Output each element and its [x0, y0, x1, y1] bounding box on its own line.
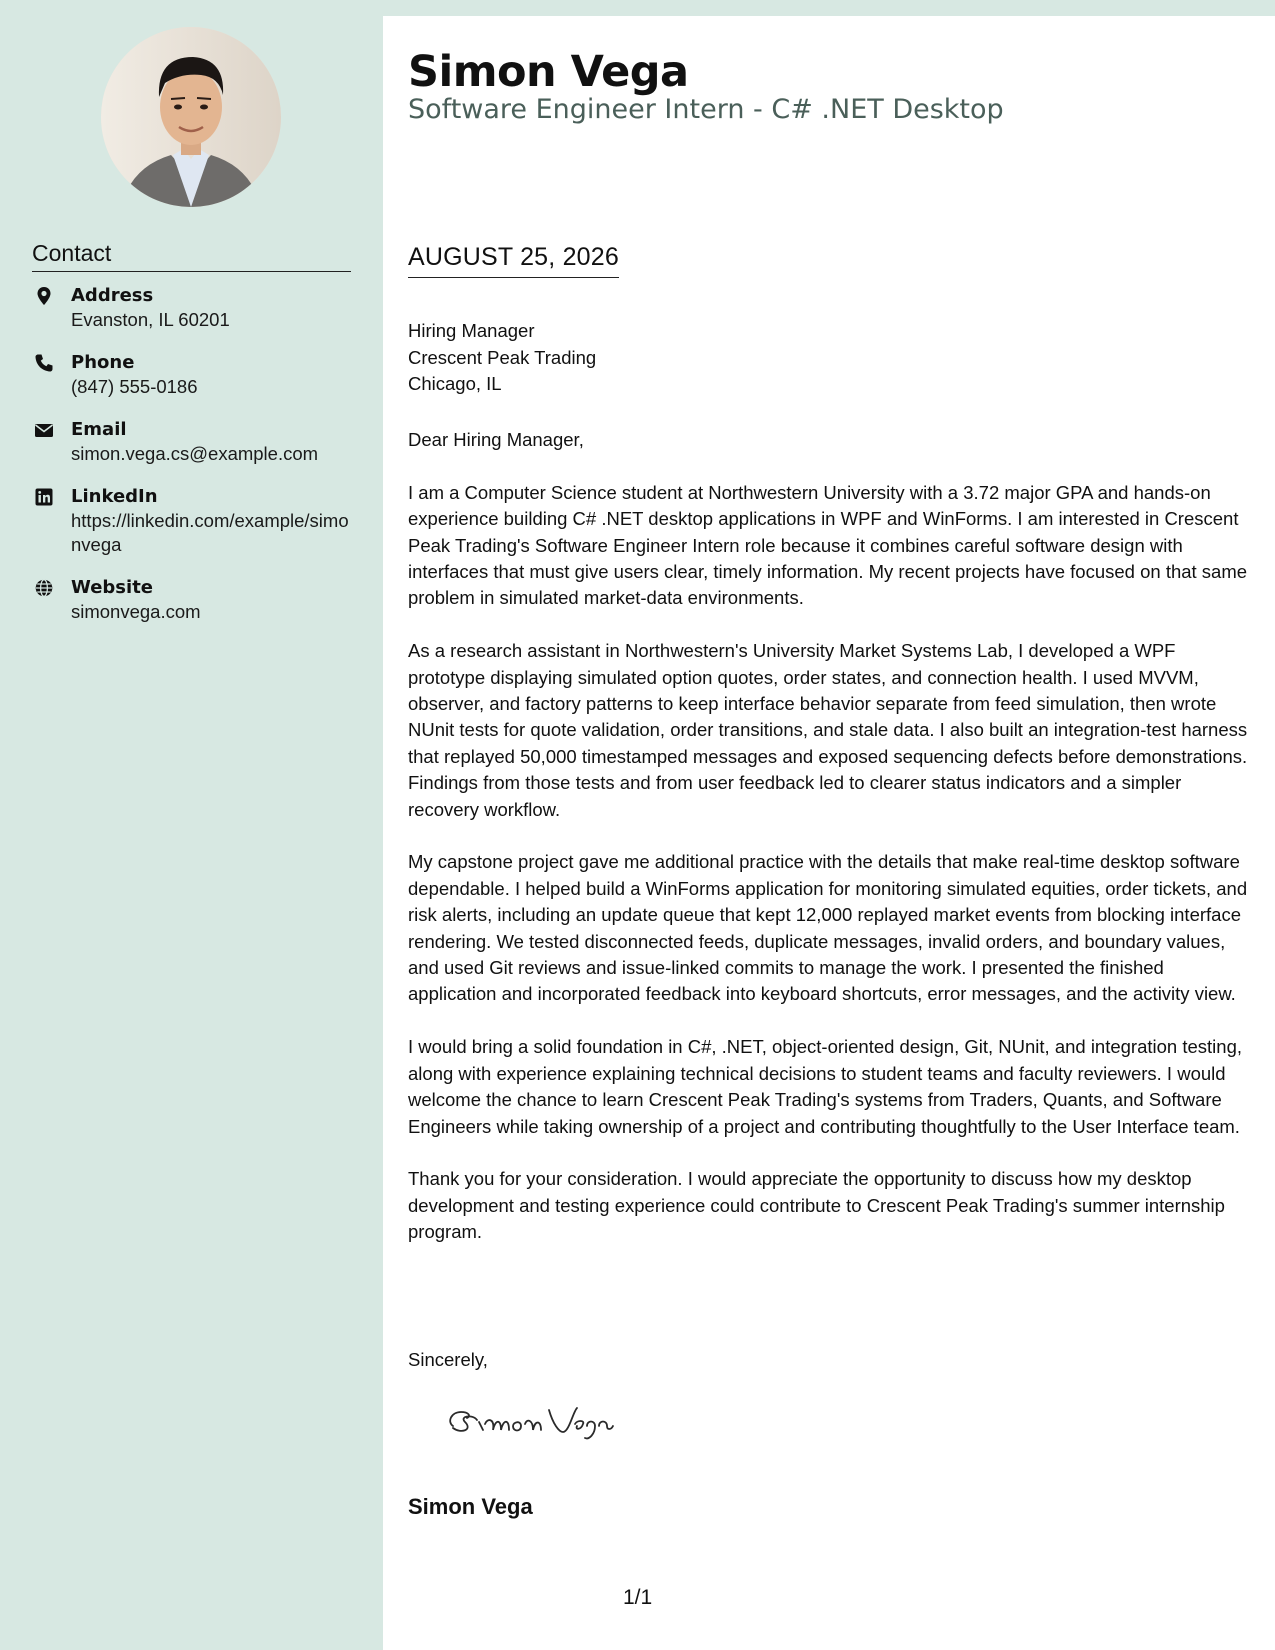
letter-date: AUGUST 25, 2026 [408, 243, 619, 278]
letter-body [408, 427, 1253, 1272]
map-pin-icon [34, 286, 54, 306]
letter-main [383, 16, 1275, 1650]
sidebar [0, 0, 383, 1650]
portrait-image [101, 27, 281, 207]
signed-name: Simon Vega [408, 1494, 533, 1519]
linkedin-icon [34, 487, 54, 507]
contact-item-website [32, 576, 352, 624]
contact-label: Address [71, 285, 154, 306]
contact-value: (847) 555-0186 [71, 376, 198, 397]
recipient-line: Hiring Manager [408, 320, 535, 341]
profile-photo [101, 27, 281, 207]
closing: Sincerely, [408, 1349, 488, 1370]
applicant-name: Simon Vega [408, 47, 689, 97]
envelope-icon [34, 420, 54, 440]
salutation: Dear Hiring Manager, [408, 429, 584, 450]
contact-item-phone [32, 351, 352, 399]
linkedin-link[interactable]: https://linkedin.com/example/simonvega [71, 510, 349, 555]
website-link[interactable]: simonvega.com [71, 601, 201, 622]
contact-heading: Contact [32, 240, 351, 272]
recipient-line: Chicago, IL [408, 373, 502, 394]
contact-label: Phone [71, 352, 135, 373]
body-paragraph: As a research assistant in Northwestern's University Market Systems Lab, I developed a WPF prototype displaying simulated option quotes, order states, and connection health. I used MVVM, observer, and factory patterns to keep interface behavior separate from feed simulation, then wrote NUnit tests for quote validation, order transitions, and stale data. I also built an integration-test harness that replayed 50,000 timestamped messages and exposed sequencing defects before demonstrations. Findings from those tests and from user feedback led to clearer status indicators and a simpler recovery workflow. [408, 640, 1248, 820]
body-paragraph: I would bring a solid foundation in C#, .NET, object-oriented design, Git, NUnit, and integration testing, along with experience explaining technical decisions to student teams and faculty reviewers. I would welcome the chance to learn Crescent Peak Trading's systems from Traders, Quants, and Software Engineers while taking ownership of a project and contributing thoughtfully to the User Interface team. [408, 1036, 1242, 1137]
contact-value: simon.vega.cs@example.com [71, 443, 319, 464]
phone-icon [34, 353, 54, 373]
body-paragraph: My capstone project gave me additional practice with the details that make real-time desktop software dependable. I helped build a WinForms application for monitoring simulated equities, order tickets, and risk alerts, including an update queue that kept 12,000 replayed market events from blocking interface rendering. We tested disconnected feeds, duplicate messages, invalid orders, and boundary values, and used Git reviews and issue-linked commits to manage the work. I presented the finished application and incorporated feedback into keyboard shortcuts, error messages, and the activity view. [408, 851, 1248, 1005]
recipient-block [408, 318, 1228, 398]
contact-list [32, 284, 352, 643]
job-title: Software Engineer Intern - C# .NET Desktop [408, 94, 1004, 125]
handwritten-signature [443, 1388, 643, 1448]
contact-item-email [32, 418, 352, 466]
body-paragraph: Thank you for your consideration. I would appreciate the opportunity to discuss how my desktop development and testing experience could contribute to Crescent Peak Trading's summer internship program. [408, 1168, 1225, 1243]
contact-label: Website [71, 577, 154, 598]
page-number: 1/1 [623, 1586, 653, 1609]
contact-value: Evanston, IL 60201 [71, 309, 230, 330]
contact-item-address [32, 284, 352, 332]
globe-icon [34, 578, 54, 598]
recipient-line: Crescent Peak Trading [408, 346, 597, 368]
contact-label: LinkedIn [71, 486, 158, 507]
body-paragraph: I am a Computer Science student at Northwestern University with a 3.72 major GPA and hands-on experience building C# .NET desktop applications in WPF and WinForms. I am interested in Crescent Peak Trading's Software Engineer Intern role because it combines careful software design with interfaces that must give users clear, timely information. My recent projects have focused on that same problem in simulated market-data environments. [408, 481, 1248, 609]
contact-item-linkedin [32, 485, 352, 557]
contact-label: Email [71, 419, 127, 440]
